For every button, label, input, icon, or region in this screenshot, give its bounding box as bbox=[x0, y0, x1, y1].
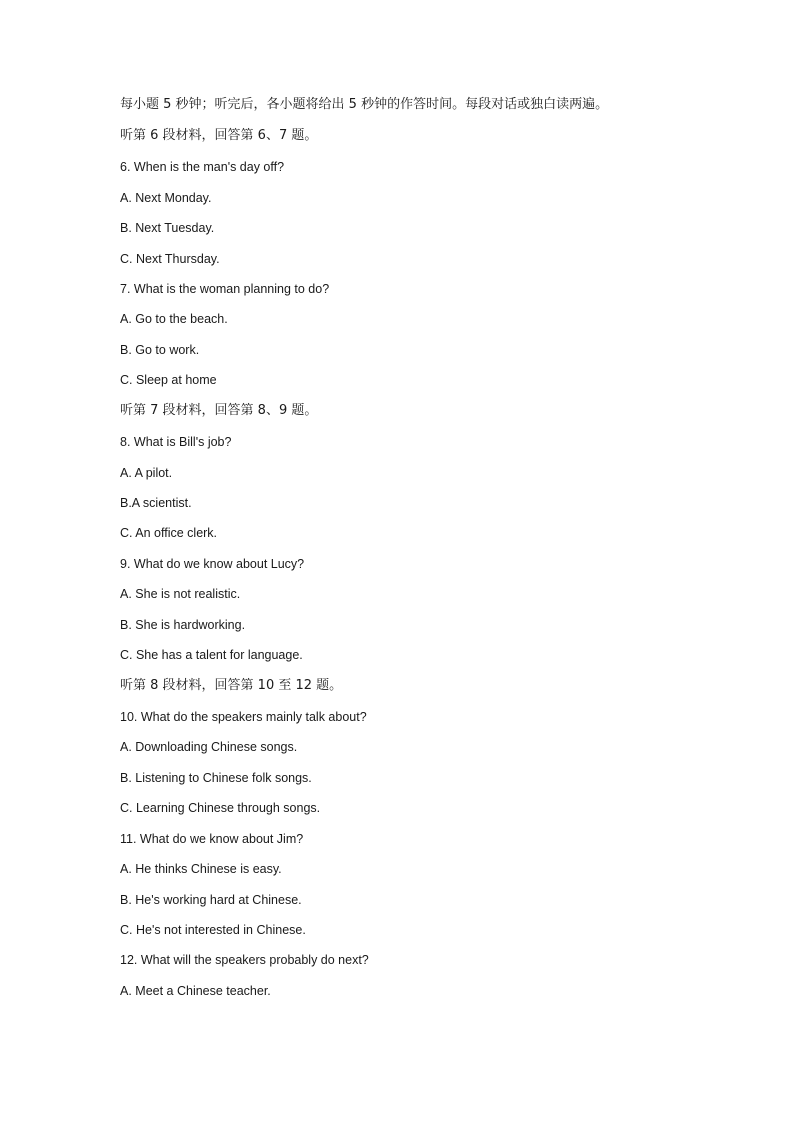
option-10b: B. Listening to Chinese folk songs. bbox=[120, 771, 312, 785]
section-heading-7: 听第 7 段材料，回答第 8、9 题。 bbox=[120, 403, 318, 418]
instruction-text: 每小题 5 秒钟；听完后，各小题将给出 5 秒钟的作答时间。每段对话或独白读两遍。 bbox=[120, 97, 609, 112]
option-11a: A. He thinks Chinese is easy. bbox=[120, 862, 282, 876]
question-12: 12. What will the speakers probably do next? bbox=[120, 953, 369, 967]
option-7a: A. Go to the beach. bbox=[120, 312, 228, 326]
option-10a: A. Downloading Chinese songs. bbox=[120, 740, 298, 754]
section-heading-6: 听第 6 段材料，回答第 6、7 题。 bbox=[120, 128, 318, 143]
option-7c: C. Sleep at home bbox=[120, 373, 217, 387]
option-12a: A. Meet a Chinese teacher. bbox=[120, 984, 271, 998]
option-11b: B. He's working hard at Chinese. bbox=[120, 893, 302, 907]
option-6c: C. Next Thursday. bbox=[120, 252, 220, 266]
option-6b: B. Next Tuesday. bbox=[120, 221, 215, 235]
question-10: 10. What do the speakers mainly talk about? bbox=[120, 710, 367, 724]
question-7: 7. What is the woman planning to do? bbox=[120, 282, 330, 296]
option-8a: A. A pilot. bbox=[120, 466, 173, 480]
question-8: 8. What is Bill's job? bbox=[120, 435, 232, 449]
question-9: 9. What do we know about Lucy? bbox=[120, 557, 305, 571]
question-6: 6. When is the man's day off? bbox=[120, 160, 285, 174]
option-6a: A. Next Monday. bbox=[120, 191, 212, 205]
section-heading-8: 听第 8 段材料，回答第 10 至 12 题。 bbox=[120, 678, 343, 693]
option-9a: A. She is not realistic. bbox=[120, 587, 241, 601]
option-10c: C. Learning Chinese through songs. bbox=[120, 801, 321, 815]
option-11c: C. He's not interested in Chinese. bbox=[120, 923, 306, 937]
question-11: 11. What do we know about Jim? bbox=[120, 832, 304, 846]
option-8c: C. An office clerk. bbox=[120, 526, 218, 540]
option-8b: B.A scientist. bbox=[120, 496, 192, 510]
option-7b: B. Go to work. bbox=[120, 343, 200, 357]
option-9b: B. She is hardworking. bbox=[120, 618, 246, 632]
option-9c: C. She has a talent for language. bbox=[120, 648, 303, 662]
